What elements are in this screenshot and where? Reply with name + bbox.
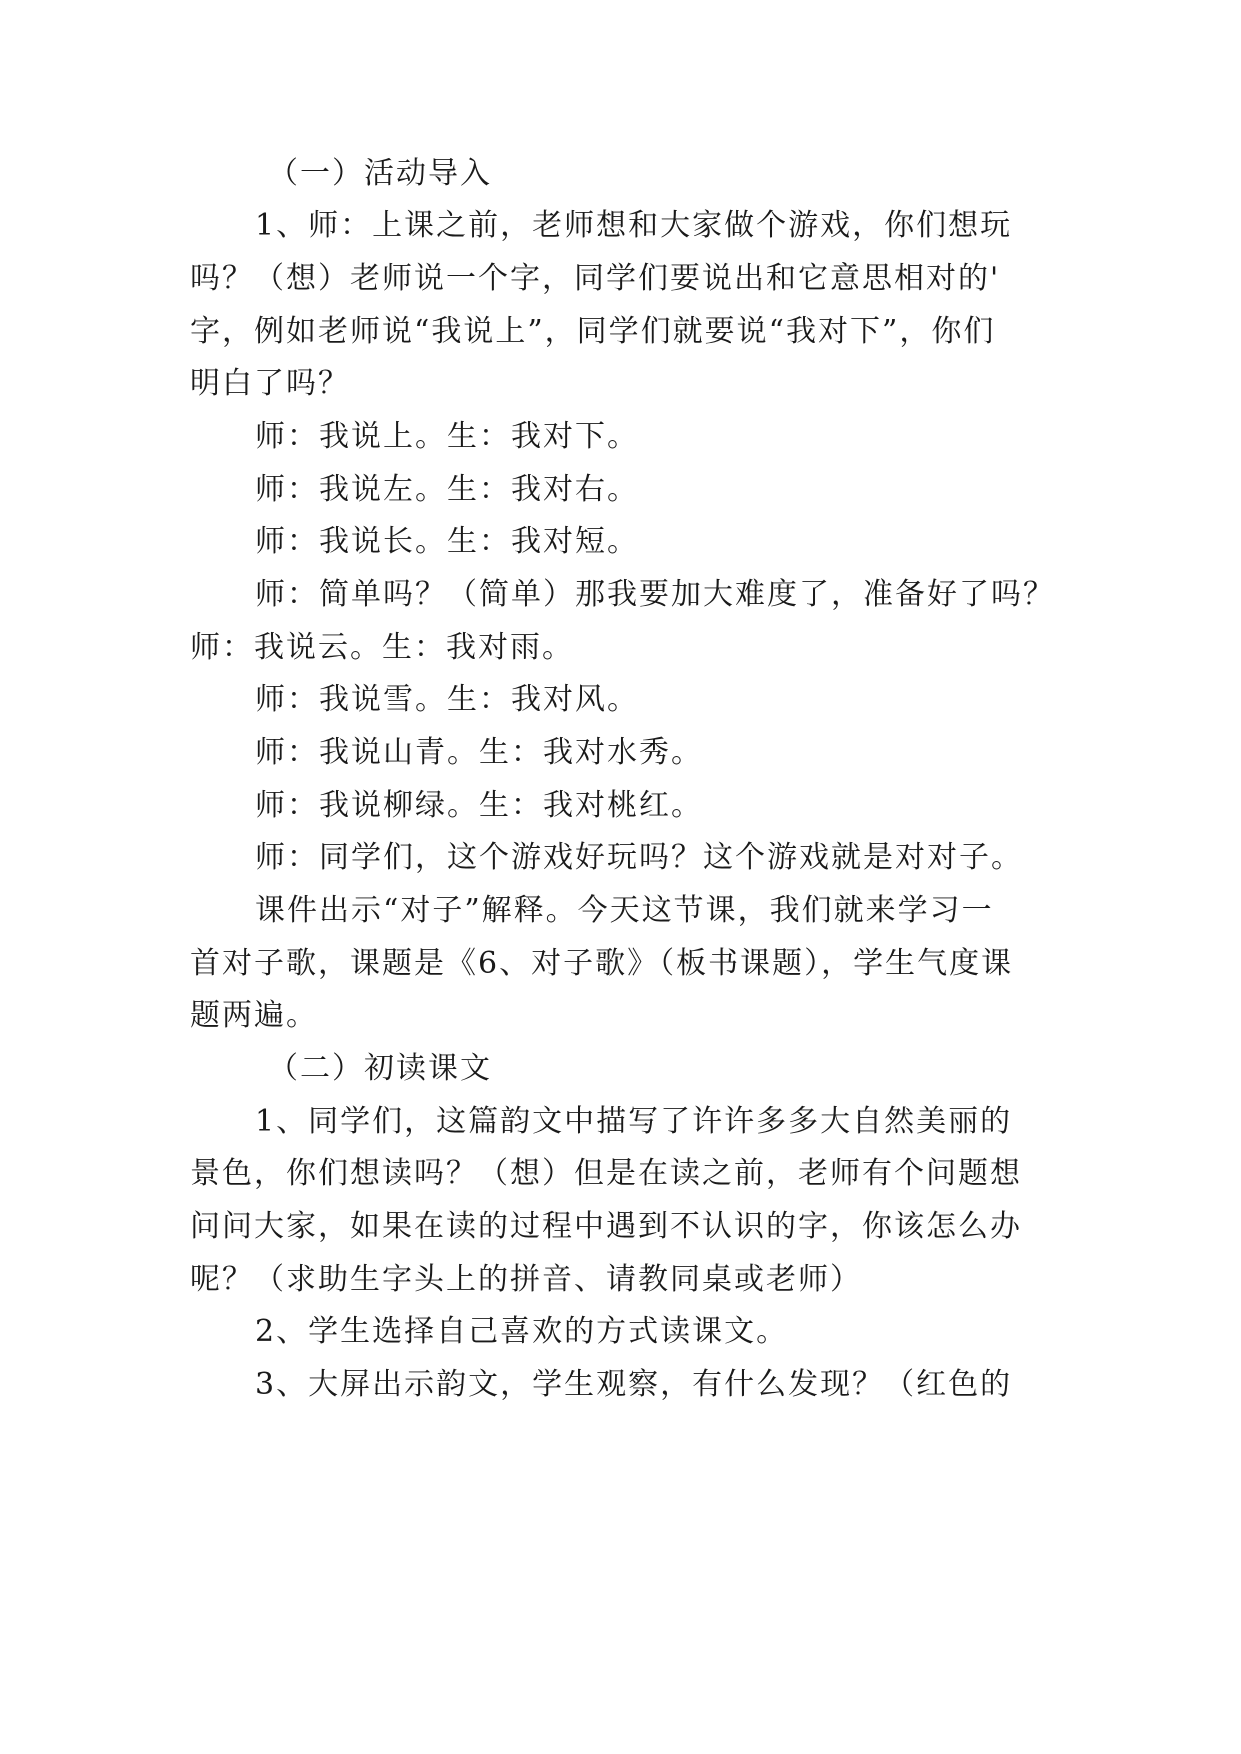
section-heading-first-reading: （二）初读课文	[268, 1051, 492, 1086]
paragraph-line: 问问大家，如果在读的过程中遇到不认识的字，你该怎么办	[190, 1209, 1022, 1244]
paragraph-line: 题两遍。	[190, 998, 318, 1033]
paragraph-line: 2、学生选择自己喜欢的方式读课文。	[255, 1314, 789, 1349]
dialogue-line: 师：我说山青。生：我对水秀。	[255, 735, 703, 770]
paragraph-line: 明白了吗？	[190, 366, 350, 401]
dialogue-line: 师：我说上。生：我对下。	[255, 419, 639, 454]
paragraph-line: 首对子歌，课题是《6、对子歌》（板书课题），学生气度课	[190, 946, 1014, 981]
dialogue-line: 师：同学们，这个游戏好玩吗？这个游戏就是对对子。	[255, 840, 1023, 875]
paragraph-line: 景色，你们想读吗？（想）但是在读之前，老师有个问题想	[190, 1156, 1022, 1191]
dialogue-line: 师：我说左。生：我对右。	[255, 472, 639, 507]
paragraph-line: 课件出示“对子”解释。今天这节课，我们就来学习一	[255, 893, 994, 928]
dialogue-line: 师：我说柳绿。生：我对桃红。	[255, 788, 703, 823]
paragraph-line: 吗？（想）老师说一个字，同学们要说出和它意思相对的'	[190, 261, 1001, 296]
dialogue-line: 师：我说长。生：我对短。	[255, 524, 639, 559]
paragraph-line: 1、师：上课之前，老师想和大家做个游戏，你们想玩	[255, 208, 1013, 243]
dialogue-line: 师：简单吗？（简单）那我要加大难度了，准备好了吗？	[255, 577, 1055, 612]
paragraph-line: 字，例如老师说“我说上”，同学们就要说“我对下”，你们	[190, 314, 996, 349]
paragraph-line: 3、大屏出示韵文，学生观察，有什么发现？（红色的	[255, 1367, 1013, 1402]
paragraph-line: 1、同学们，这篇韵文中描写了许许多多大自然美丽的	[255, 1104, 1013, 1139]
dialogue-line: 师：我说云。生：我对雨。	[190, 630, 574, 665]
section-heading-activity-intro: （一）活动导入	[268, 156, 492, 191]
paragraph-line: 呢？（求助生字头上的拼音、请教同桌或老师）	[190, 1262, 862, 1297]
dialogue-line: 师：我说雪。生：我对风。	[255, 682, 639, 717]
